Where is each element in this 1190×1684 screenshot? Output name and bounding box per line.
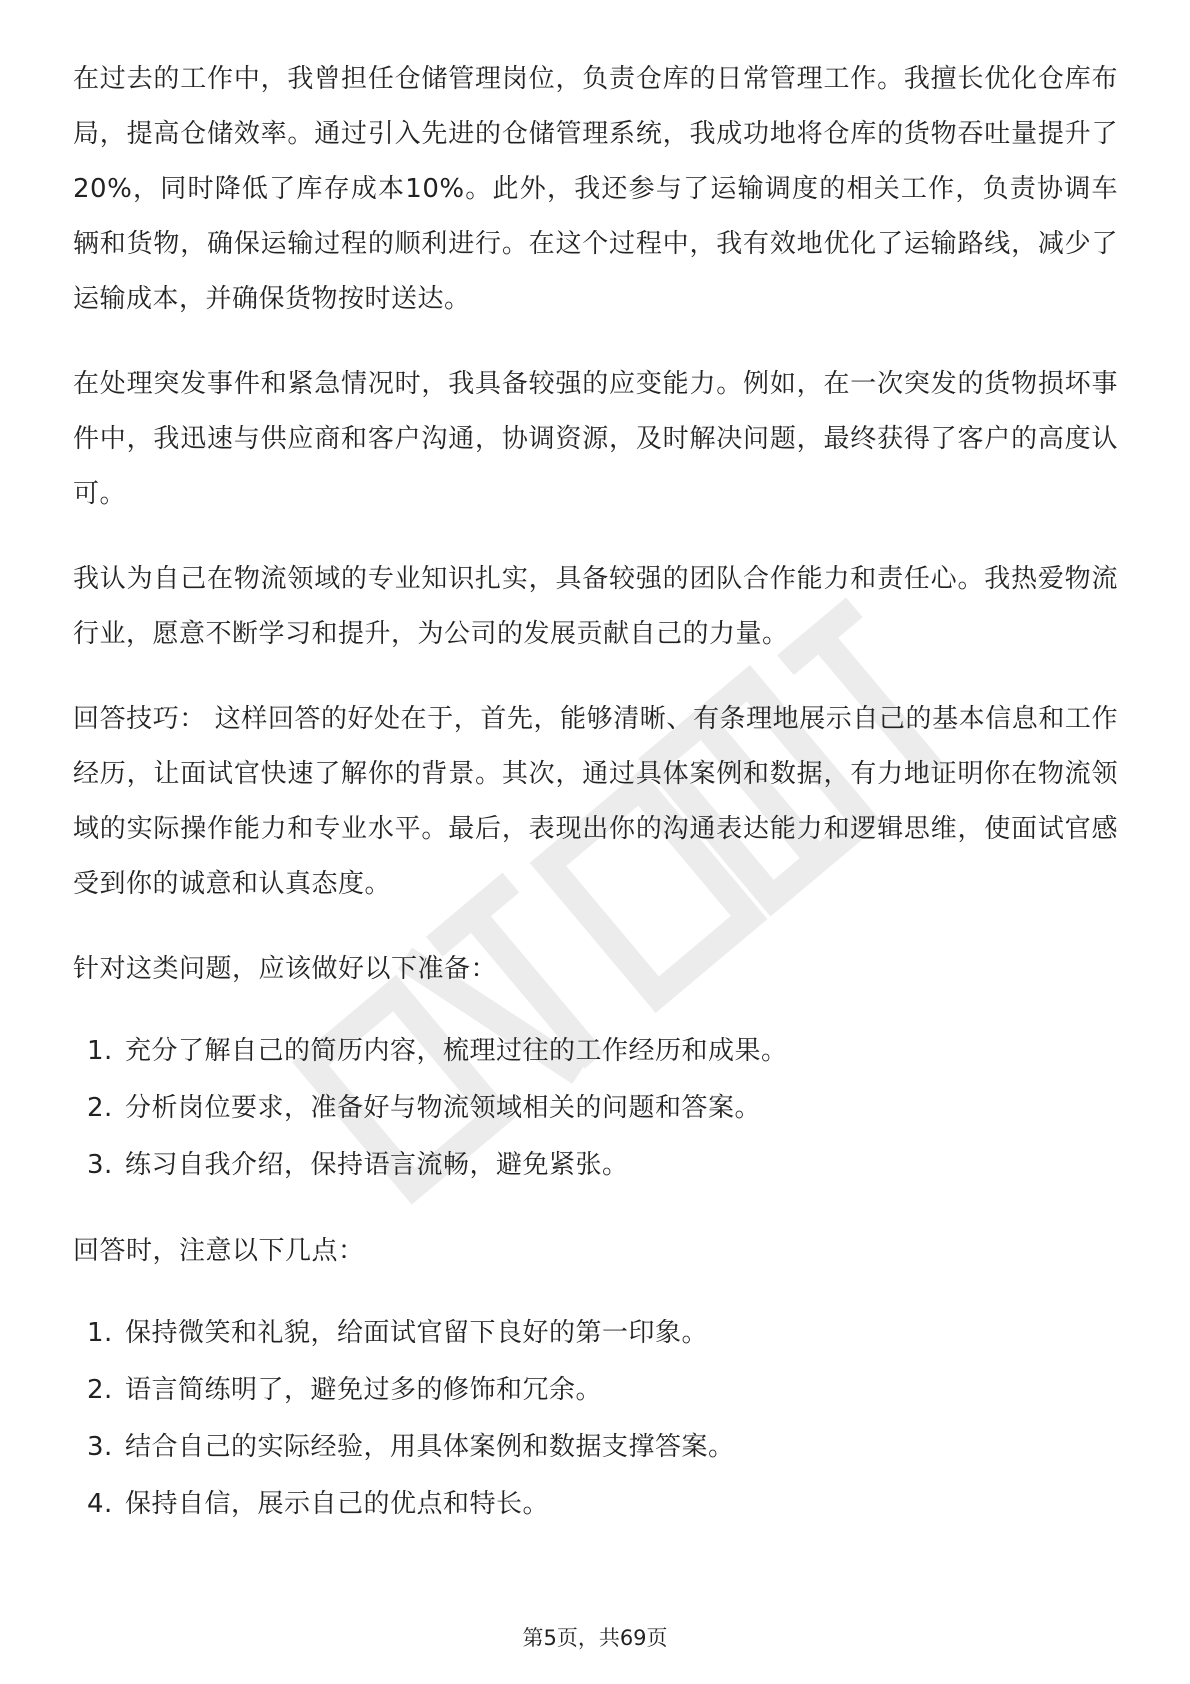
- paragraph-self-assessment: 我认为自己在物流领域的专业知识扎实，具备较强的团队合作能力和责任心。我热爱物流行业，愿意不断学习和提升，为公司的发展贡献自己的力量。: [73, 564, 1118, 649]
- paragraph-notes-heading: 回答时，注意以下几点：: [73, 1236, 365, 1266]
- list-item: [73, 1023, 1118, 1080]
- page-number-footer: 第5页，共69页: [522, 1626, 668, 1650]
- list-item: [73, 1362, 1118, 1419]
- paragraph-answer-tips: 回答技巧： 这样回答的好处在于，首先，能够清晰、有条理地展示自己的基本信息和工作经历，让面试官快速了解你的背景。其次，通过具体案例和数据，有力地证明你在物流领域的实际操作能力和专业水平。最后，表现出你的沟通表达能力和逻辑思维，使面试官感受到你的诚意和认真态度。: [73, 704, 1118, 899]
- list-item: [73, 1305, 1118, 1362]
- list-item-text: 充分了解自己的简历内容，梳理过往的工作经历和成果。: [125, 1036, 788, 1066]
- list-item-number: 3.: [87, 1432, 113, 1462]
- list-item: [73, 1476, 1118, 1533]
- paragraph-emergency-handling: 在处理突发事件和紧急情况时，我具备较强的应变能力。例如，在一次突发的货物损坏事件中，我迅速与供应商和客户沟通，协调资源，及时解决问题，最终获得了客户的高度认可。: [73, 369, 1118, 509]
- list-item: [73, 1419, 1118, 1476]
- notes-list: [73, 1305, 1118, 1533]
- list-item-text: 分析岗位要求，准备好与物流领域相关的问题和答案。: [125, 1093, 762, 1123]
- list-item-text: 保持微笑和礼貌，给面试官留下良好的第一印象。: [125, 1318, 709, 1348]
- list-item-number: 2.: [87, 1093, 113, 1123]
- list-item-text: 结合自己的实际经验，用具体案例和数据支撑答案。: [125, 1432, 735, 1462]
- list-item-text: 练习自我介绍，保持语言流畅，避免紧张。: [125, 1150, 629, 1180]
- list-item-number: 1.: [87, 1036, 113, 1066]
- list-item-text: 保持自信，展示自己的优点和特长。: [125, 1489, 550, 1519]
- paragraph-preparation-heading: 针对这类问题，应该做好以下准备：: [73, 954, 498, 984]
- list-item: [73, 1137, 1118, 1194]
- list-item-text: 语言简练明了，避免过多的修饰和冗余。: [125, 1375, 603, 1405]
- list-item-number: 1.: [87, 1318, 113, 1348]
- list-item-number: 3.: [87, 1150, 113, 1180]
- preparation-list: [73, 1023, 1118, 1194]
- paragraph-work-experience: 在过去的工作中，我曾担任仓储管理岗位，负责仓库的日常管理工作。我擅长优化仓库布局，提高仓储效率。通过引入先进的仓储管理系统，我成功地将仓库的货物吞吐量提升了20%，同时降低了库存成本10%。此外，我还参与了运输调度的相关工作，负责协调车辆和货物，确保运输过程的顺利进行。在这个过程中，我有效地优化了运输路线，减少了运输成本，并确保货物按时送达。: [73, 64, 1118, 314]
- document-body: [73, 52, 1118, 1563]
- list-item-number: 4.: [87, 1489, 113, 1519]
- list-item: [73, 1080, 1118, 1137]
- list-item-number: 2.: [87, 1375, 113, 1405]
